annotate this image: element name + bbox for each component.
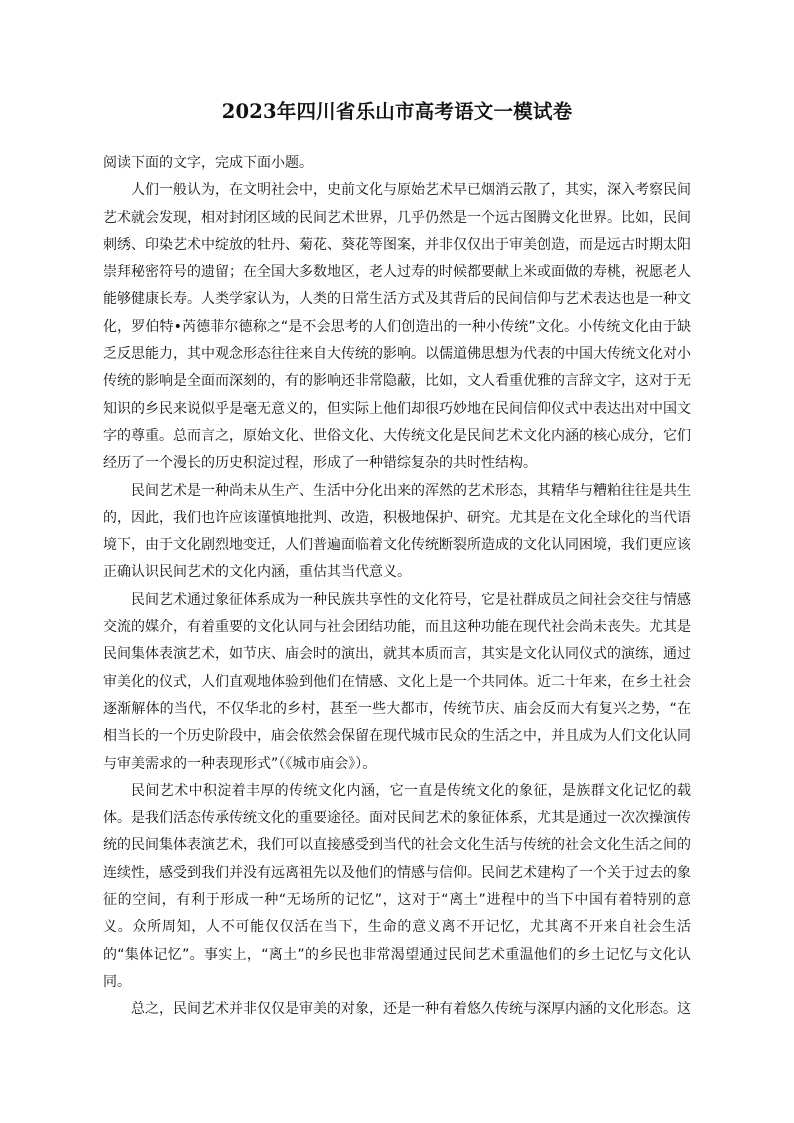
reading-instruction: 阅读下面的文字，完成下面小题。	[103, 155, 313, 171]
document-title: 2023年四川省乐山市高考语文一模试卷	[221, 100, 573, 123]
passage-body	[103, 150, 691, 1024]
paragraph-2: 民间艺术是一种尚未从生产、生活中分化出来的浑然的艺术形态，其精华与糟粕往往是共生的，因此，我们也许应该谨慎地批判、改造，积极地保护、研究。尤其是在文化全球化的当代语境下，由于文化剧烈地变迁，人们普遍面临着文化传统断裂所造成的文化认同困境，我们更应该正确认识民间艺术的文化内涵，重估其当代意义。	[103, 482, 691, 581]
paragraph-3: 民间艺术通过象征体系成为一种民族共享性的文化符号，它是社群成员之间社会交往与情感交流的媒介，有着重要的文化认同与社会团结功能，而且这种功能在现代社会尚未丧失。尤其是民间集体表演艺术，如节庆、庙会时的演出，就其本质而言，其实是文化认同仪式的演练，通过审美化的仪式，人们直观地体验到他们在情感、文化上是一个共同体。近二十年来，在乡土社会逐渐解体的当代，不仅华北的乡村，甚至一些大都市，传统节庆、庙会反而大有复兴之势，“在相当长的一个历史阶段中，庙会依然会保留在现代城市民众的生活之中，并且成为人们文化认同与审美需求的一种表现形式”（《城市庙会》）。	[103, 591, 691, 772]
paragraph-4: 民间艺术中积淀着丰厚的传统文化内涵，它一直是传统文化的象征，是族群文化记忆的载体。是我们活态传承传统文化的重要途径。面对民间艺术的象征体系，尤其是通过一次次操演传统的民间集体表演艺术，我们可以直接感受到当代的社会文化生活与传统的社会文化生活之间的连续性，感受到我们并没有远离祖先以及他们的情感与信仰。民间艺术建构了一个关于过去的象征的空间，有利于形成一种“无场所的记忆”，这对于“离土”进程中的当下中国有着特别的意义。众所周知，人不可能仅仅活在当下，生命的意义离不开记忆，尤其离不开来自社会生活的“集体记忆”。事实上，“离土”的乡民也非常渴望通过民间艺术重温他们的乡土记忆与文化认同。	[103, 782, 691, 990]
paragraph-5: 总之，民间艺术并非仅仅是审美的对象，还是一种有着悠久传统与深厚内涵的文化形态。这	[131, 1001, 691, 1018]
paragraph-1: 人们一般认为，在文明社会中，史前文化与原始艺术早已烟消云散了，其实，深入考察民间艺术就会发现，相对封闭区域的民间艺术世界，几乎仍然是一个远古图腾文化世界。比如，民间刺绣、印染艺术中绽放的牡丹、菊花、葵花等图案，并非仅仅出于审美创造，而是远古时期太阳崇拜秘密符号的遗留；在全国大多数地区，老人过寿的时候都要献上米或面做的寿桃，祝愿老人能够健康长寿。人类学家认为，人类的日常生活方式及其背后的民间信仰与艺术表达也是一种文化，罗伯特•芮德菲尔德称之“是不会思考的人们创造出的一种小传统”文化。小传统文化由于缺乏反思能力，其中观念形态往往来自大传统的影响。以儒道佛思想为代表的中国大传统文化对小传统的影响是全面而深刻的，有的影响还非常隐蔽，比如，文人看重优雅的言辞文字，这对于无知识的乡民来说似乎是毫无意义的，但实际上他们却很巧妙地在民间信仰仪式中表达出对中国文字的尊重。总而言之，原始文化、世俗文化、大传统文化是民间艺术文化内涵的核心成分，它们经历了一个漫长的历史积淀过程，形成了一种错综复杂的共时性结构。	[103, 182, 691, 472]
